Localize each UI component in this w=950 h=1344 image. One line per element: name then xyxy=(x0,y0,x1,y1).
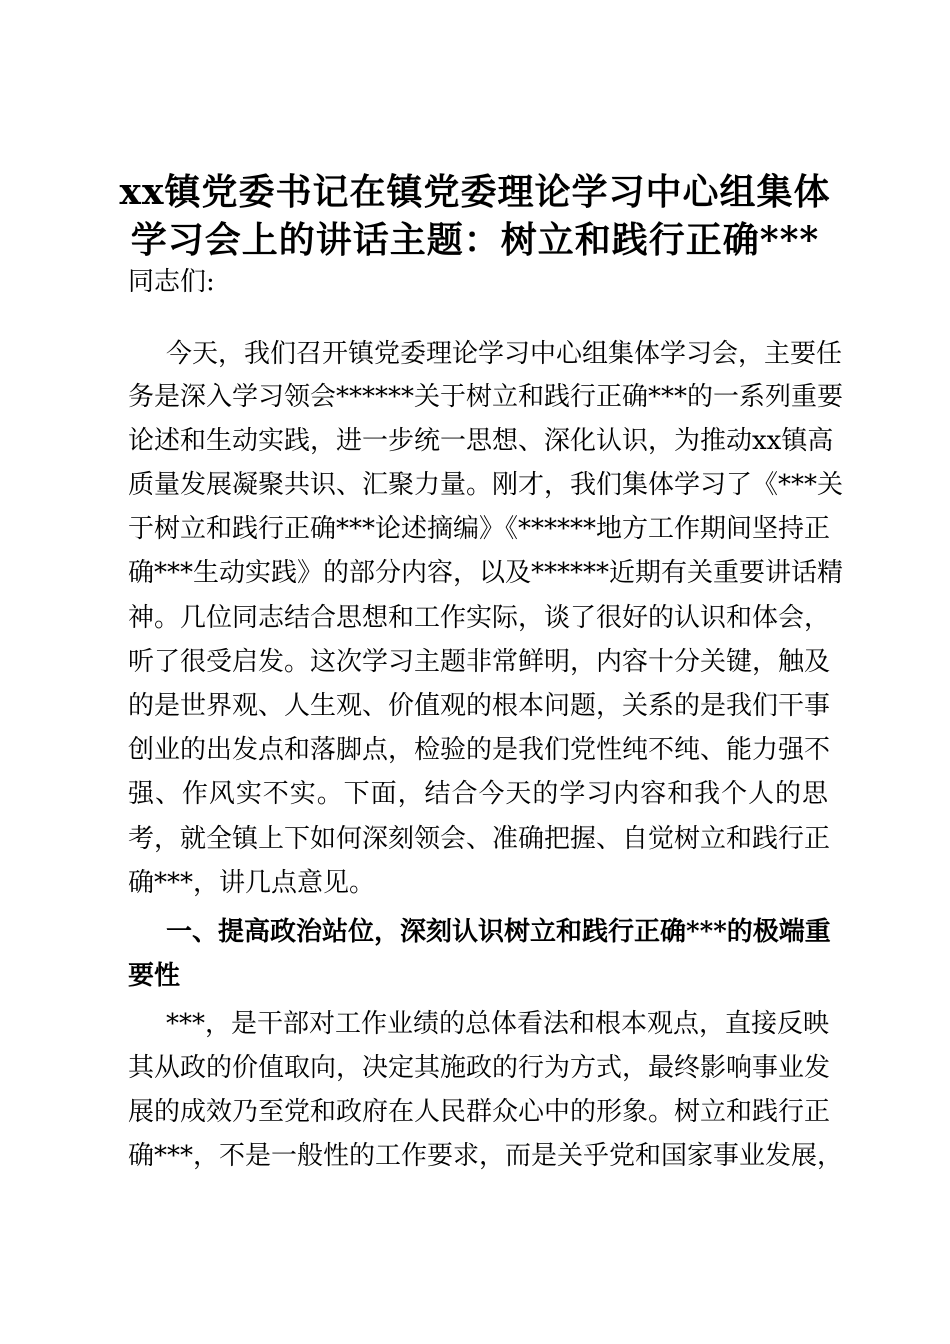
intro-line-12: 考，就全镇上下如何深刻领会、准确把握、自觉树立和践行正 xyxy=(128,824,831,854)
intro-line-13: 确***，讲几点意见。 xyxy=(128,868,376,898)
section-1-heading-line-2: 要性 xyxy=(128,961,181,991)
salutation: 同志们: xyxy=(128,267,215,297)
document-title-line-1: xx镇党委书记在镇党委理论学习中心组集体 xyxy=(119,171,831,213)
section-1-line-2: 其从政的价值取向，决定其施政的行为方式，最终影响事业发 xyxy=(128,1053,831,1083)
document-title-line-2: 学习会上的讲话主题：树立和践行正确*** xyxy=(130,219,820,261)
intro-line-6: 确***生动实践》的部分内容，以及******近期有关重要讲话精 xyxy=(128,558,844,588)
intro-line-11: 强、作风实不实。下面，结合今天的学习内容和我个人的思 xyxy=(128,779,828,809)
intro-line-2: 务是深入学习领会******关于树立和践行正确***的一系列重要 xyxy=(128,382,844,412)
intro-line-7: 神。几位同志结合思想和工作实际，谈了很好的认识和体会， xyxy=(128,603,831,633)
intro-line-1: 今天，我们召开镇党委理论学习中心组集体学习会，主要任 xyxy=(166,339,843,369)
intro-line-3: 论述和生动实践，进一步统一思想、深化认识，为推动xx镇高 xyxy=(128,426,834,456)
intro-line-10: 创业的出发点和落脚点，检验的是我们党性纯不纯、能力强不 xyxy=(128,735,831,765)
intro-line-4: 质量发展凝聚共识、汇聚力量。刚才，我们集体学习了《***关 xyxy=(128,470,844,500)
section-1-line-1: ***，是干部对工作业绩的总体看法和根本观点，直接反映 xyxy=(166,1009,830,1039)
intro-line-8: 听了很受启发。这次学习主题非常鲜明，内容十分关键，触及 xyxy=(128,647,831,677)
intro-line-5: 于树立和践行正确***论述摘编》《******地方工作期间坚持正 xyxy=(128,514,831,544)
section-1-line-3: 展的成效乃至党和政府在人民群众心中的形象。树立和践行正 xyxy=(128,1097,831,1127)
section-1-heading-line-1: 一、提高政治站位，深刻认识树立和践行正确***的极端重 xyxy=(166,917,831,947)
section-1-line-4: 确***，不是一般性的工作要求，而是关乎党和国家事业发展， xyxy=(128,1141,844,1171)
intro-line-9: 的是世界观、人生观、价值观的根本问题，关系的是我们干事 xyxy=(128,691,831,721)
